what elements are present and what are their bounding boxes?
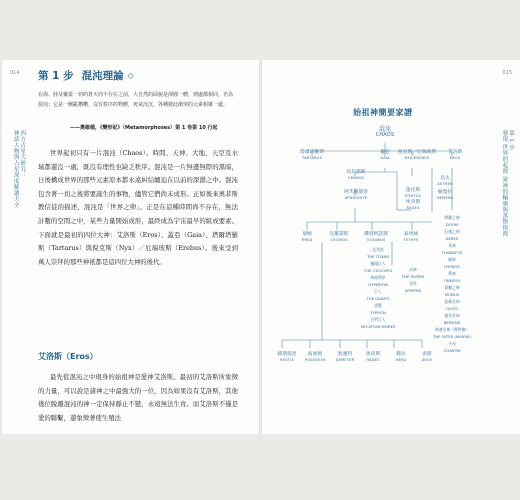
tree-node-nyx: 倪克斯／厄瑞玻斯 NYX/EREBUS <box>397 150 437 160</box>
tree-list-entry: 責難之神 <box>444 285 460 290</box>
tree-list-entry: 厄運之神 <box>444 229 460 234</box>
tree-nyx-children-list <box>430 214 474 354</box>
tree-node-chaos: 混沌 CHAOS <box>375 126 395 138</box>
tree-list-entry: 悲痛女神 <box>444 299 460 304</box>
tree-list-entry: THE FATES (MOIRAI) <box>433 334 471 339</box>
tree-list-entry: 獨眼巨人 <box>370 261 386 266</box>
tree-list-entry: 摩羅之神 <box>444 215 460 220</box>
tree-list-entry: THE GIANTS <box>366 296 390 301</box>
tree-list-entry: 河神 <box>409 267 417 272</box>
epigraph-source: ——奧維德，《變形記》（Metamorphoses）第 1 卷第 10 行起 <box>70 125 218 131</box>
page-number: 014 <box>10 70 20 76</box>
tree-node-oceanus: 俄刻阿諾斯 OCEANUS <box>364 232 388 242</box>
tree-list-entry: 夢神 <box>448 271 456 276</box>
side-running-title: 第 1 步 發現 世界的起源 眾神的輪廓與萬物根源 <box>501 130 514 237</box>
tree-list-entry: 卡戎 <box>448 341 456 346</box>
tree-list-entry: 及其他 <box>372 247 384 252</box>
body-paragraph: 最先從混沌之中現身的始祖神是愛神艾洛斯。最初的艾洛斯所象徵的力量，可以說是諸神之中最強大的一位，因為如果沒有艾洛斯，其他幾位脫離混沌的神一定保持靜止不變，永遠無法生育。而艾洛斯不僅是愛的聯繫，還象徵著使生殖法 <box>38 373 238 422</box>
tree-list-entry: 海柏利昂 <box>370 275 386 280</box>
tree-node-poseidon: 波塞頓 POSEIDON <box>304 352 326 362</box>
diamond-icon: ◇ <box>127 71 134 80</box>
tree-list-entry: DOOM <box>445 222 459 227</box>
tree-list-entry: 堤豐 <box>374 303 382 308</box>
tree-list-entry: TYPHON <box>370 310 386 315</box>
tree-list-entry: THE CYCLOPES <box>363 268 393 273</box>
tree-list-entry: THE RIVERS <box>401 274 425 279</box>
tree-list-entry: NYMPHS <box>405 288 421 293</box>
tree-node-aether: 以太 AETHER <box>437 176 453 186</box>
side-running-title: 西方占星大研究： 神話人物與占星深度解讀大全 <box>12 130 26 208</box>
tree-list-entry: HYPERION <box>368 282 388 287</box>
tree-node-hemera: 赫墨拉 HEMERA <box>436 190 454 200</box>
tree-list-entry: CHARON <box>443 348 461 353</box>
tree-list-entry: 巨人 <box>374 289 382 294</box>
step-label: 第 1 步 <box>38 70 74 82</box>
tree-list-entry: NEMESIS <box>443 320 461 325</box>
tree-node-uranus: 烏拉諾斯 URANUS <box>346 170 366 180</box>
tree-node-zeus: 宙斯 ZEUS <box>421 352 433 362</box>
section-heading <box>38 68 134 83</box>
tree-node-rhea: 瑞婭 RHEA <box>301 232 313 242</box>
tree-list-entry: THE TITANS <box>366 254 390 259</box>
tree-list-entry: THANATOS <box>441 250 463 255</box>
tree-node-hera: 赫拉 HERA <box>395 352 407 362</box>
tree-node-hestia: 赫斯提亞 HESTIA <box>277 352 297 362</box>
tree-node-aegea: 埃癸斯 AEGEA <box>405 200 421 210</box>
tree-list-entry: KERES <box>445 236 459 241</box>
tree-list-entry: OIZYS <box>446 306 458 311</box>
subheading: 艾洛斯（Eros） <box>38 352 98 361</box>
tree-titans-list <box>356 246 400 330</box>
tree-list-entry: 寧芙 <box>409 281 417 286</box>
tree-node-tethys: 泰西絲 TETHYS <box>403 232 419 242</box>
tree-list-entry: MOMUS <box>444 292 460 297</box>
tree-node-gaia: 蓋亞 GAIA <box>380 150 390 160</box>
page-number: 015 <box>502 70 512 76</box>
tree-node-hades: 黑帝斯 HADES <box>365 352 381 362</box>
tree-node-cronos: 克羅諾斯 CRONOS <box>329 232 349 242</box>
epigraph-quote: 在海、陸及覆蓋一切的蒼天尚不存在之前，大自然的面貌是渾圓一體，到處都相同，名為混沌；它是一團亂糟糟、沒有秩序的物體，死氣沉沉，各種彼此衝突的元素相雜一處。 <box>38 92 234 108</box>
section-title: 混沌理論 <box>81 70 124 82</box>
tree-node-pontus: 蓬托斯 PONTUS <box>405 188 421 198</box>
tree-list-entry: 死神 <box>448 243 456 248</box>
tree-node-demeter: 狄蜜特 DEMETER <box>335 352 355 362</box>
tree-rivers-list <box>398 266 428 294</box>
tree-node-aphrodite: 阿芙蘿黛蒂 APHRODITE <box>344 190 368 200</box>
body-paragraph: 世界起初只有一片混沌（Chaos）。時間、天神、大地、天空及水域都還沒一處，既沒有理性也缺乏秩序。混沌是一片無邊無際的黑暗，日後構成世界的那些元素原本都永遠糾結纏迫在以前的深淵之中。混沌包含著一切之後將要誕生的事物，儘管它們尚未成形。正如後來奧菲斯教信徒的描述，混沌是「世界之卵」。正是在這種時間尚不存在，無法計數的空間之中，某些力量開始成形，最終成為宇宙最早的組成要素。下面就是最初的四位大神：艾洛斯（Eros）、蓋亞（Gaia）、塔爾塔羅斯（Tartarus）與倪克斯（Nyx）／厄瑞玻斯（Erebus）。後來受到萬人崇拜的那些神祇都是這四位大神的後代。 <box>38 149 238 266</box>
tree-list-entry: 命運女神（摩伊賴） <box>434 327 470 332</box>
tree-node-eros: 艾洛斯 EROS <box>447 150 463 160</box>
tree-list-entry: 睡神 <box>448 257 456 262</box>
tree-list-entry: 復仇女神 <box>444 313 460 318</box>
tree-list-entry: HYPNOS <box>444 264 460 269</box>
tree-list-entry: 百臂巨人 <box>370 317 386 322</box>
tree-list-entry: HECATONCHEIRES <box>360 324 396 329</box>
family-tree-title: 始祖神簡要家譜 <box>353 108 413 117</box>
tree-node-tartarus: 塔爾塔羅斯 TARTARUS <box>300 150 324 160</box>
tree-list-entry: ONEIROI <box>443 278 461 283</box>
